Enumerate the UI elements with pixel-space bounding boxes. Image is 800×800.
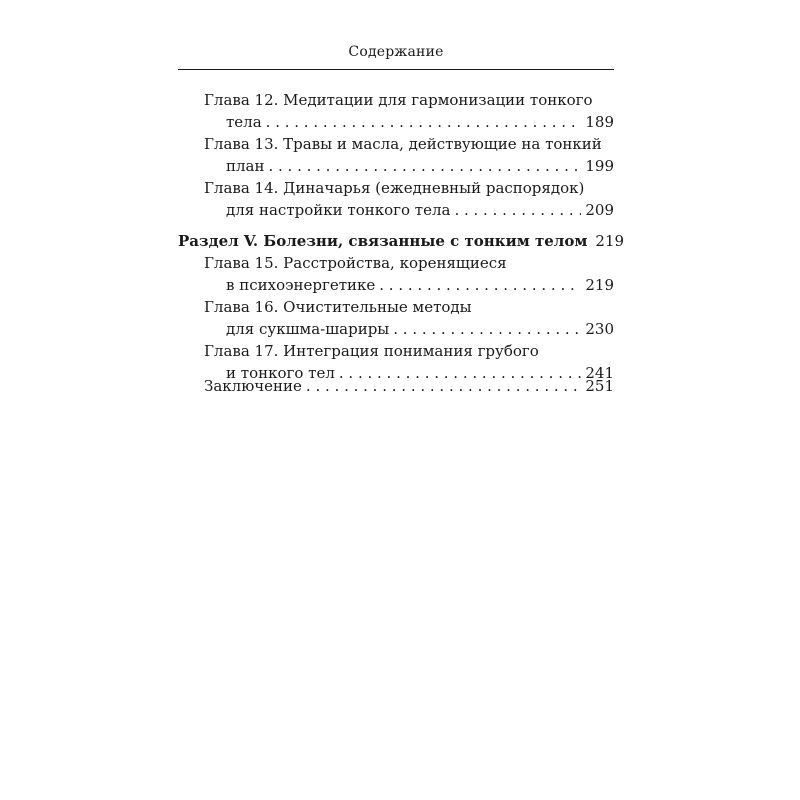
- toc-entry-conclusion[interactable]: [204, 375, 614, 397]
- page-number: 209: [585, 201, 614, 219]
- dot-leader: [266, 111, 582, 133]
- page-number: 199: [585, 157, 614, 175]
- toc-entry-title-cont: для настройки тонкого тела: [226, 201, 451, 219]
- toc-entry-chapter-15[interactable]: [204, 252, 614, 296]
- toc-entry-title-cont: для сукшма-шариры: [226, 320, 390, 338]
- page-number: 251: [585, 377, 614, 395]
- toc-entry-title: Глава 14. Диначарья (ежедневный распорядок): [204, 179, 585, 197]
- toc-entry-title: Глава 17. Интеграция понимания грубого: [204, 342, 539, 360]
- toc-entry-section-5[interactable]: [178, 230, 625, 252]
- page-number: 241: [585, 364, 614, 382]
- toc-entry-title: Глава 13. Травы и масла, действующие на тонкий: [204, 135, 602, 153]
- toc-entry-title: Глава 15. Расстройства, коренящиеся: [204, 254, 507, 272]
- toc-entry-title-cont: в психоэнергетике: [226, 276, 376, 294]
- toc-entry-title-cont: и тонкого тел: [226, 364, 335, 382]
- page-number: 219: [585, 276, 614, 294]
- page-number: 189: [585, 113, 614, 131]
- dot-leader: [306, 375, 581, 397]
- toc-entry-chapter-12[interactable]: [204, 89, 614, 133]
- running-head: Содержание: [348, 44, 444, 60]
- dot-leader: [454, 199, 581, 221]
- page-number: 230: [585, 320, 614, 338]
- page-number: 219: [595, 232, 625, 250]
- section-title: Раздел V. Болезни, связанные с тонким телом: [178, 232, 588, 250]
- toc-entry-title: Глава 16. Очистительные методы: [204, 298, 472, 316]
- header-rule: [178, 69, 614, 70]
- toc-entry-chapter-14[interactable]: [204, 177, 614, 221]
- toc-entry-title: Заключение: [204, 377, 302, 395]
- toc-entry-title: Глава 12. Медитации для гармонизации тонкого: [204, 91, 593, 109]
- dot-leader: [268, 155, 581, 177]
- dot-leader: [379, 274, 581, 296]
- toc-entry-title-cont: тела: [226, 113, 262, 131]
- toc-entry-chapter-13[interactable]: [204, 133, 614, 177]
- dot-leader: [393, 318, 581, 340]
- toc-entry-title-cont: план: [226, 157, 265, 175]
- toc-entry-chapter-16[interactable]: [204, 296, 614, 340]
